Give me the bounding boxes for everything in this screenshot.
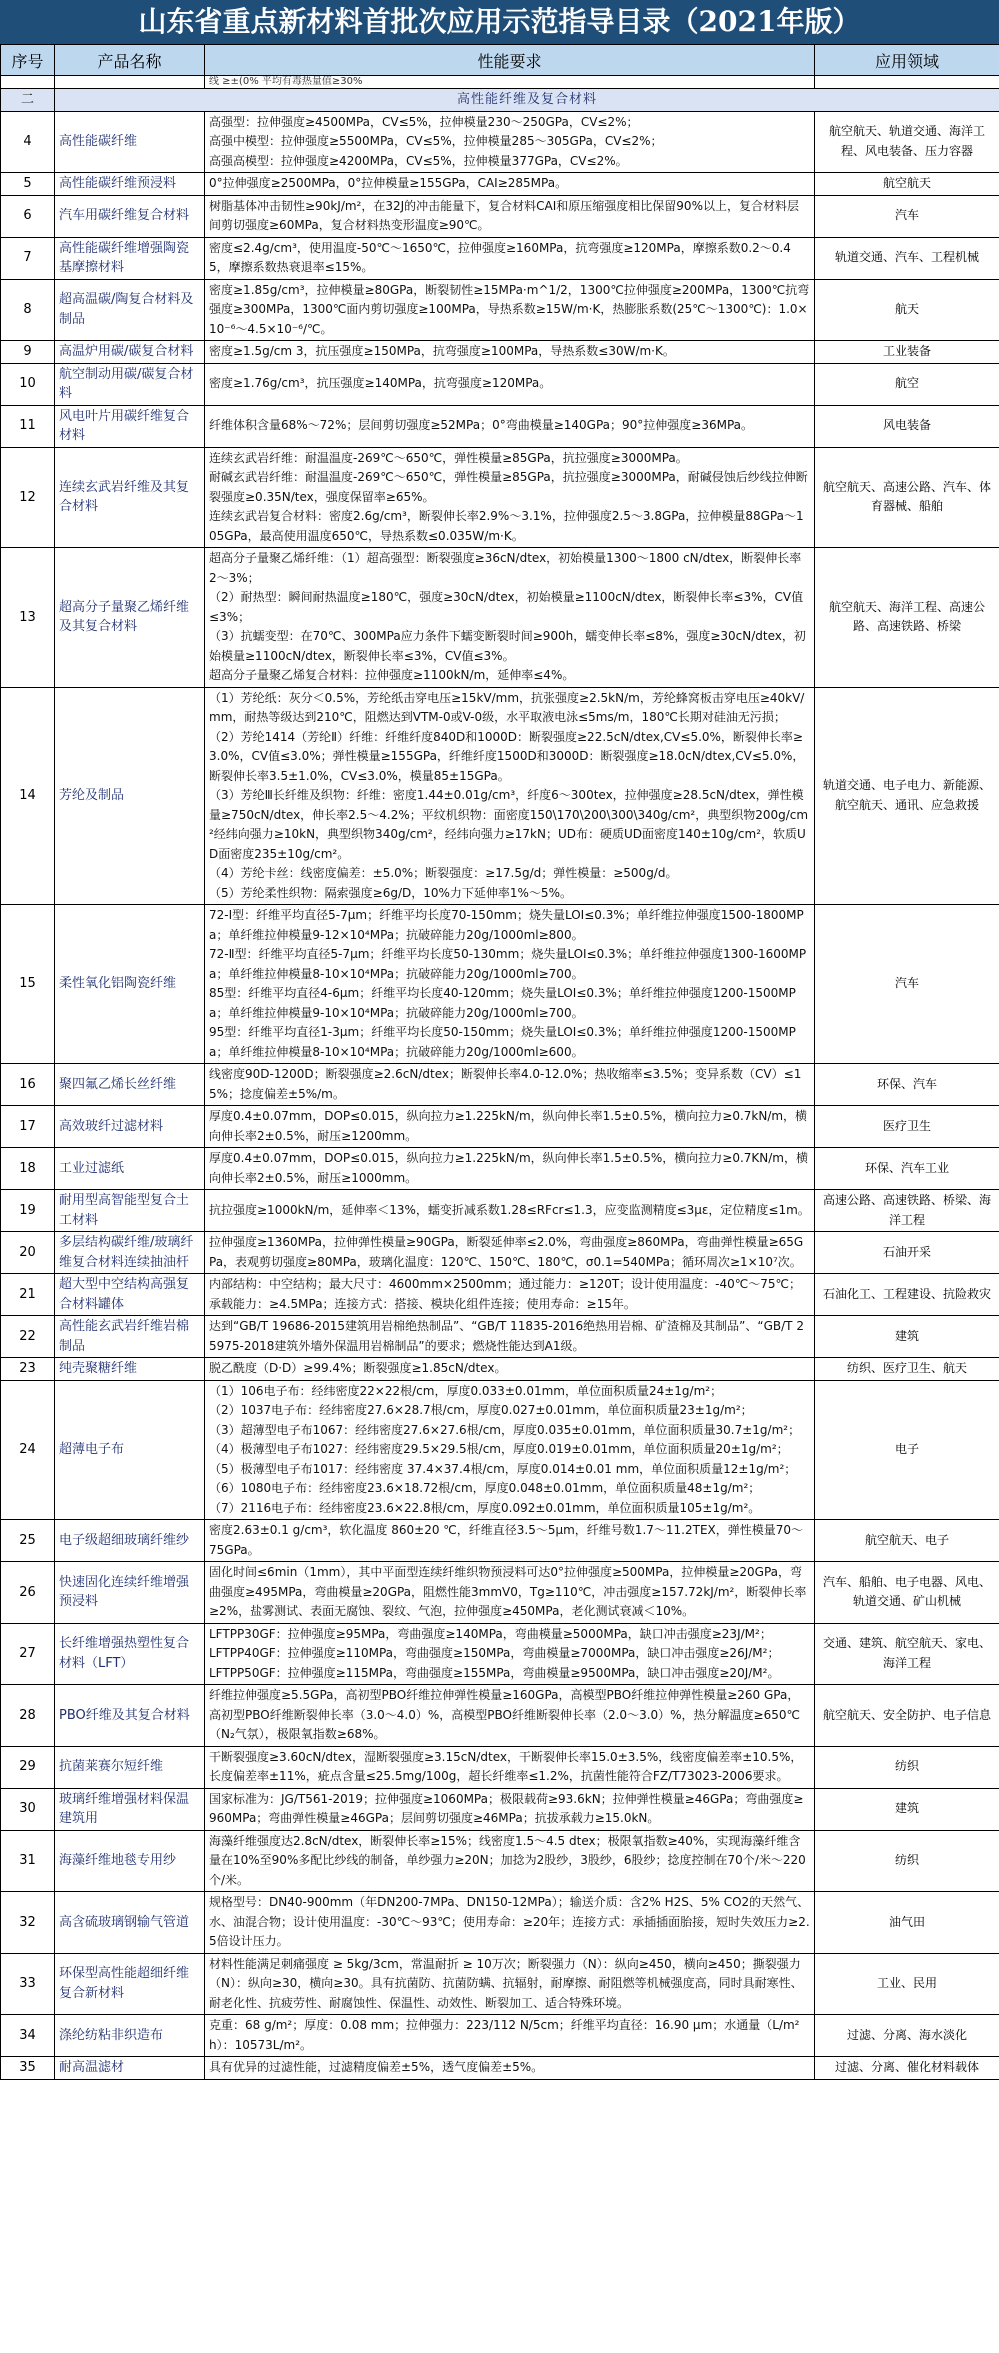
table-row (1, 2057, 999, 2080)
row-number: 24 (1, 1380, 55, 1520)
product-name: 电子级超细玻璃纤维纱 (55, 1520, 205, 1562)
requirement-line: （4）芳纶卡丝：线密度偏差：±5.0%；断裂强度：≥17.5g/d；弹性模量：≥500g/d。 (209, 866, 678, 880)
table-row (1, 1892, 999, 1954)
application-area: 航空航天、海洋工程、高速公路、高速铁路、桥梁 (815, 548, 999, 688)
application-area: 轨道交通、电子电力、新能源、航空航天、通讯、应急救援 (815, 687, 999, 905)
requirement-line: 纤维拉伸强度≥5.5GPa，高初型PBO纤维拉伸弹性模量≥160GPa，高模型PBO纤维拉伸弹性模量≥260 GPa，高初型PBO纤维断裂伸长率（3.0～4.0）%，高模型PBO纤维断裂伸长率（2.0～3.0）%，热分解温度≥650℃（N₂气氛），极限氧指数≥68%。 (209, 1688, 800, 1741)
table-row (1, 905, 999, 1064)
product-name: 玻璃纤维增强材料保温建筑用 (55, 1788, 205, 1830)
product-name: 芳纶及制品 (55, 687, 205, 905)
requirement-line: 固化时间≤6min（1mm），其中平面型连续纤维织物预浸料可达0°拉伸强度≥500MPa，拉伸模量≥20GPa，弯曲强度≥495MPa，弯曲模量≥20GPa，阻燃性能3mmV0，Tg≥110℃，冲击强度≥157.72kJ/m²，断裂伸长率≥2%，盐雾测试、表面无腐蚀、裂纹、气泡，拉伸强度≥450MPa，老化测试衰减＜10%。 (209, 1565, 807, 1618)
row-number: 12 (1, 447, 55, 548)
application-area: 航空 (815, 363, 999, 405)
application-area: 石油化工、工程建设、抗险救灾 (815, 1274, 999, 1316)
performance-requirements (205, 1788, 815, 1830)
table-header-row (1, 45, 999, 76)
table-row (1, 1064, 999, 1106)
requirement-line: （6）1080电子布：经纬密度23.6×18.72根/cm，厚度0.048±0.01mm，单位面积质量48±1g/m²； (209, 1481, 761, 1495)
product-name: 多层结构碳纤维/玻璃纤维复合材料连续抽油杆 (55, 1232, 205, 1274)
header-requirements: 性能要求 (205, 45, 815, 76)
row-number: 27 (1, 1623, 55, 1685)
table-row (1, 363, 999, 405)
requirement-line: 超高分子量聚乙烯纤维：（1）超高强型：断裂强度≥36cN/dtex，初始模量1300～1800 cN/dtex，断裂伸长率 2～3%； (209, 551, 802, 585)
row-number: 33 (1, 1953, 55, 2015)
requirement-line: 海藻纤维强度达2.8cN/dtex，断裂伸长率≥15%；线密度1.5～4.5 dtex；极限氧指数≥40%，实现海藻纤维含量在10%至90%多配比纱线的制备，单纱强力≥20N；加捻为2股纱，3股纱，6股纱；捻度控制在70个/米～220个/米。 (209, 1833, 806, 1887)
requirement-line: LFTPP30GF：拉伸强度≥95MPa，弯曲强度≥140MPa，弯曲模量≥5000MPa，缺口冲击强度≥23J/M²； (209, 1626, 772, 1641)
performance-requirements (205, 1562, 815, 1624)
header-no: 序号 (1, 45, 55, 76)
requirement-line: （2）1037电子布：经纬密度27.6×28.7根/cm，厚度0.027±0.01mm，单位面积质量23±1g/m²； (209, 1403, 753, 1417)
requirement-line: 85型：纤维平均直径4-6μm；纤维平均长度40-120mm；烧失量LOI≤0.3%；单纤维拉伸强度1200-1500MPa；单纤维拉伸模量9-10×10⁴MPa；抗破碎能力20g/1000ml≥700。 (209, 986, 796, 1020)
application-area: 风电装备 (815, 405, 999, 447)
application-area: 航空航天 (815, 173, 999, 196)
requirement-line: 密度≥1.76g/cm³，抗压强度≥140MPa，抗弯强度≥120MPa。 (209, 376, 552, 391)
performance-requirements (205, 1148, 815, 1190)
application-area: 工业、民用 (815, 1953, 999, 2015)
application-area: 汽车 (815, 905, 999, 1064)
row-number: 23 (1, 1358, 55, 1381)
row-number: 18 (1, 1148, 55, 1190)
product-name: 环保型高性能超细纤维复合新材料 (55, 1953, 205, 2015)
application-area: 纺织、医疗卫生、航天 (815, 1358, 999, 1381)
row-number: 16 (1, 1064, 55, 1106)
requirement-line: 规格型号：DN40-900mm（年DN200-7MPa、DN150-12MPa）；输送介质：含2% H2S、5% CO2的天然气、水、油混合物；设计使用温度：-30℃～93℃；使用寿命：≥20年；连接方式：承插插面胎接，短时失效压力≥2.5倍设计压力。 (209, 1895, 810, 1948)
product-name: 海藻纤维地毯专用纱 (55, 1830, 205, 1892)
table-row (1, 447, 999, 548)
requirement-line: 国家标准为：JG/T561-2019；拉伸强度≥1060MPa；极限载荷≥93.6kN；拉伸弹性模量≥46GPa；弯曲强度≥960MPa；弯曲弹性模量≥46GPa；层间剪切强度≥46MPa；抗拔承载力≥15.0kN。 (209, 1791, 804, 1825)
table-row (1, 237, 999, 279)
row-number: 20 (1, 1232, 55, 1274)
requirement-line: 密度≥1.5g/cm 3，抗压强度≥150MPa，抗弯强度≥100MPa，导热系数≤30W/m·K。 (209, 344, 675, 358)
product-name: 抗菌莱赛尔短纤维 (55, 1746, 205, 1788)
performance-requirements (205, 447, 815, 548)
performance-requirements (205, 1892, 815, 1954)
row-number: 21 (1, 1274, 55, 1316)
table-row (1, 1274, 999, 1316)
page-title: 山东省重点新材料首批次应用示范指导目录（2021年版） (0, 0, 999, 44)
product-name: 汽车用碳纤维复合材料 (55, 195, 205, 237)
requirement-line: 高强中模型：拉伸强度≥5500MPa，CV≤5%，拉伸模量285～305GPa，CV≤2%； (209, 134, 663, 148)
application-area: 环保、汽车工业 (815, 1148, 999, 1190)
performance-requirements (205, 548, 815, 688)
performance-requirements (205, 687, 815, 905)
table-row (1, 279, 999, 341)
product-name: 工业过滤纸 (55, 1148, 205, 1190)
requirement-line: 厚度0.4±0.07mm，DOP≤0.015，纵向拉力≥1.225kN/m，纵向伸长率1.5±0.5%，横向拉力≥0.7KN/m，横向伸长率2±0.5%，耐压≥1000mm。 (209, 1151, 808, 1185)
section-row (1, 89, 999, 112)
product-name: 超薄电子布 (55, 1380, 205, 1520)
requirement-line: 高强高模型：拉伸强度≥4200MPa，CV≤5%，拉伸模量377GPa，CV≤2%。 (209, 153, 628, 168)
requirement-line: 密度≤2.4g/cm³，使用温度-50℃～1650℃，拉伸强度≥160MPa，抗弯强度≥120MPa，摩擦系数0.2～0.45，摩擦系数热衰退率≤15%。 (209, 240, 791, 274)
row-number: 5 (1, 173, 55, 196)
product-name: 耐高温滤材 (55, 2057, 205, 2080)
table-row (1, 1190, 999, 1232)
application-area: 过滤、分离、催化材料载体 (815, 2057, 999, 2080)
table-row (1, 173, 999, 196)
performance-requirements (205, 1232, 815, 1274)
performance-requirements (205, 1623, 815, 1685)
product-name: 聚四氟乙烯长丝纤维 (55, 1064, 205, 1106)
requirement-line: （7）2116电子布：经纬密度23.6×22.8根/cm，厚度0.092±0.01mm，单位面积质量105±1g/m²。 (209, 1500, 761, 1515)
table-row (1, 341, 999, 364)
requirement-line: 超高分子量聚乙烯复合材料：拉伸强度≥1100kN/m，延伸率≤4%。 (209, 668, 575, 682)
product-name: 耐用型高智能型复合土工材料 (55, 1190, 205, 1232)
requirement-line: （5）极薄型电子布1017：经纬密度 37.4×37.4根/cm，厚度0.014±0.01 mm，单位面积质量12±1g/m²； (209, 1461, 797, 1476)
table-row (1, 1746, 999, 1788)
requirement-line: 耐碱玄武岩纤维：耐温温度-269℃～650℃，弹性模量≥85GPa，抗拉强度≥3000MPa，耐碱侵蚀后纱线拉伸断裂强度≥0.35N/tex，强度保留率≥65%。 (209, 470, 808, 504)
row-number: 32 (1, 1892, 55, 1954)
performance-requirements (205, 363, 815, 405)
requirement-line: （3）超薄型电子布1067：经纬密度27.6×27.6根/cm，厚度0.035±0.01mm，单位面积质量30.7±1g/m²； (209, 1422, 801, 1437)
performance-requirements (205, 1064, 815, 1106)
performance-requirements (205, 905, 815, 1064)
requirement-line: 具有优异的过滤性能，过滤精度偏差±5%，透气度偏差±5%。 (209, 2060, 544, 2074)
table-row (1, 405, 999, 447)
requirement-line: 密度≥1.85g/cm³，拉伸模量≥80GPa，断裂韧性≥15MPa·m^1/2，1300℃拉伸强度≥200MPa，1300℃抗弯强度≥300MPa，1300℃面内剪切强度≥100MPa，导热系数≥15W/m·K，热膨胀系数(25℃～1300℃)：1.0×10⁻⁶～4.5×10⁻⁶/℃。 (209, 282, 810, 336)
product-name: 高性能碳纤维 (55, 111, 205, 173)
requirement-line: 72-Ⅱ型：纤维平均直径5-7μm；纤维平均长度50-130mm；烧失量LOI≤0.3%；单纤维拉伸强度1300-1600MPa；单纤维拉伸模量8-10×10⁴MPa；抗破碎能力20g/1000ml≥700。 (209, 947, 807, 981)
row-number: 19 (1, 1190, 55, 1232)
product-name: 超高温碳/陶复合材料及制品 (55, 279, 205, 341)
requirement-line: 95型：纤维平均直径1-3μm；纤维平均长度50-150mm；烧失量LOI≤0.3%；单纤维拉伸强度1200-1500MPa；单纤维拉伸模量8-10×10⁴MPa；抗破碎能力20g/1000ml≥600。 (209, 1025, 796, 1059)
product-name: 航空制动用碳/碳复合材料 (55, 363, 205, 405)
requirement-line: 抗拉强度≥1000kN/m，延伸率＜13%，蠕变折减系数1.28≤RFcr≤1.3，应变监测精度≤3με，定位精度≤1m。 (209, 1202, 810, 1217)
application-area: 工业装备 (815, 341, 999, 364)
product-name: 高温炉用碳/碳复合材料 (55, 341, 205, 364)
table-row (1, 1953, 999, 2015)
requirement-line: 连续玄武岩纤维：耐温温度-269℃～650℃，弹性模量≥85GPa，抗拉强度≥3000MPa。 (209, 450, 688, 465)
row-number: 30 (1, 1788, 55, 1830)
product-name: 高效玻纤过滤材料 (55, 1106, 205, 1148)
performance-requirements (205, 237, 815, 279)
product-name: 高性能玄武岩纤维岩棉制品 (55, 1316, 205, 1358)
application-area: 油气田 (815, 1892, 999, 1954)
requirement-line: 72-Ⅰ型：纤维平均直径5-7μm；纤维平均长度70-150mm；烧失量LOI≤0.3%；单纤维拉伸强度1500-1800MPa；单纤维拉伸模量9-12×10⁴MPa；抗破碎能力20g/1000ml≥800。 (209, 908, 804, 942)
application-area: 汽车 (815, 195, 999, 237)
product-name: 高性能碳纤维预浸料 (55, 173, 205, 196)
previous-page-fragment: 线 ≥±(0% 平均有毒热量值≥30% (205, 76, 815, 89)
requirement-line: 干断裂强度≥3.60cN/dtex，湿断裂强度≥3.15cN/dtex，干断裂伸长率15.0±3.5%，线密度偏差率±10.5%，长度偏差率±11%，疵点含量≤25.5mg/100g，超长纤维率≤1.2%，抗菌性能符合FZ/T73023-2006要求。 (209, 1749, 803, 1783)
performance-requirements (205, 2057, 815, 2080)
product-name: 风电叶片用碳纤维复合材料 (55, 405, 205, 447)
section-title: 高性能纤维及复合材料 (55, 89, 999, 112)
table-row (1, 687, 999, 905)
requirement-line: 连续玄武岩复合材料：密度2.6g/cm³，断裂伸长率2.9%～3.1%，拉伸强度2.5～3.8GPa，拉伸模量88GPa～105GPa，最高使用温度650℃，导热系数≤0.035W/m·K。 (209, 509, 804, 543)
row-number: 11 (1, 405, 55, 447)
performance-requirements (205, 279, 815, 341)
performance-requirements (205, 111, 815, 173)
product-name: 快速固化连续纤维增强预浸料 (55, 1562, 205, 1624)
requirement-line: （1）芳纶纸：灰分＜0.5%，芳纶纸击穿电压≥15kV/mm，抗张强度≥2.5kN/m，芳纶蜂窝板击穿电压≥40kV/mm，耐热等级达到210℃，阻燃达到VTM-0或V-0级，水平取液电泳≤5ms/m，180℃长期对硅油无污损； (209, 690, 805, 724)
row-number: 7 (1, 237, 55, 279)
row-number: 29 (1, 1746, 55, 1788)
row-number: 26 (1, 1562, 55, 1624)
product-name: PBO纤维及其复合材料 (55, 1685, 205, 1747)
table-row (1, 1788, 999, 1830)
table-row (1, 1830, 999, 1892)
row-number: 9 (1, 341, 55, 364)
product-name: 长纤维增强热塑性复合材料（LFT） (55, 1623, 205, 1685)
application-area: 航天 (815, 279, 999, 341)
product-name: 高含硫玻璃钢输气管道 (55, 1892, 205, 1954)
application-area: 建筑 (815, 1316, 999, 1358)
application-area: 纺织 (815, 1830, 999, 1892)
performance-requirements (205, 1685, 815, 1747)
performance-requirements (205, 1380, 815, 1520)
application-area: 建筑 (815, 1788, 999, 1830)
row-number: 31 (1, 1830, 55, 1892)
header-name: 产品名称 (55, 45, 205, 76)
requirement-line: （2）耐热型：瞬间耐热温度≥180℃，强度≥30cN/dtex，初始模量≥1100cN/dtex，断裂伸长率≤3%，CV值≤3%； (209, 590, 804, 624)
table-row (1, 1520, 999, 1562)
table-row (1, 2015, 999, 2057)
table-row (1, 1106, 999, 1148)
application-area: 汽车、船舶、电子电器、风电、轨道交通、矿山机械 (815, 1562, 999, 1624)
row-number: 8 (1, 279, 55, 341)
product-name: 连续玄武岩纤维及其复合材料 (55, 447, 205, 548)
requirement-line: 拉伸强度≥1360MPa，拉伸弹性模量≥90GPa，断裂延伸率≤2.0%，弯曲强度≥860MPa，弯曲弹性模量≥65GPa，表观剪切强度≥80MPa，玻璃化温度：120℃、150℃、180℃，σ0.1=540MPa；循环周次≥1×10⁷次。 (209, 1235, 804, 1269)
application-area: 高速公路、高速铁路、桥梁、海洋工程 (815, 1190, 999, 1232)
performance-requirements (205, 195, 815, 237)
row-number: 6 (1, 195, 55, 237)
application-area: 医疗卫生 (815, 1106, 999, 1148)
row-number: 35 (1, 2057, 55, 2080)
row-number: 25 (1, 1520, 55, 1562)
table-row (1, 1316, 999, 1358)
requirement-line: 树脂基体冲击韧性≥90kJ/m²，在32J的冲击能量下，复合材料CAI和原压缩强度相比保留90%以上，复合材料层间剪切强度≥60MPa，复合材料热变形温度≥90℃。 (209, 198, 799, 232)
performance-requirements (205, 1520, 815, 1562)
performance-requirements (205, 1190, 815, 1232)
table-body (1, 76, 999, 2080)
requirement-line: 克重：68 g/m²；厚度：0.08 mm；拉伸强力：223/112 N/5cm；纤维平均直径：16.90 μm；水通量（L/m²h）：10573L/m²。 (209, 2018, 800, 2052)
performance-requirements (205, 405, 815, 447)
product-name: 超大型中空结构高强复合材料罐体 (55, 1274, 205, 1316)
table-row (1, 1380, 999, 1520)
requirement-line: LFTPP40GF：拉伸强度≥110MPa，弯曲强度≥150MPa，弯曲模量≥7000MPa，缺口冲击强度≥26J/M²； (209, 1646, 780, 1660)
row-number: 13 (1, 548, 55, 688)
requirement-line: 0°拉伸强度≥2500MPa，0°拉伸模量≥155GPa，CAI≥285MPa。 (209, 176, 568, 190)
row-number: 10 (1, 363, 55, 405)
performance-requirements (205, 173, 815, 196)
table-row (1, 111, 999, 173)
section-number: 二 (1, 89, 55, 112)
requirement-line: （5）芳纶柔性织物：隔索强度≥6g/D，10%力下延伸率1%～5%。 (209, 885, 572, 900)
application-area: 过滤、分离、海水淡化 (815, 2015, 999, 2057)
header-application: 应用领域 (815, 45, 999, 76)
application-area: 航空航天、轨道交通、海洋工程、风电装备、压力容器 (815, 111, 999, 173)
application-area: 航空航天、安全防护、电子信息 (815, 1685, 999, 1747)
row-number: 22 (1, 1316, 55, 1358)
table-row (1, 195, 999, 237)
requirement-line: 脱乙酰度（D·D）≥99.4%；断裂强度≥1.85cN/dtex。 (209, 1361, 507, 1375)
product-name: 高性能碳纤维增强陶瓷基摩擦材料 (55, 237, 205, 279)
requirement-line: （3）抗蠕变型：在70℃、300MPa应力条件下蠕变断裂时间≥900h，蠕变伸长率≤8%，强度≥30cN/dtex，初始模量≥1100cN/dtex，断裂伸长率≤3%，CV值≤3%。 (209, 629, 806, 663)
table-row (1, 1232, 999, 1274)
table-row (1, 1148, 999, 1190)
application-area: 航空航天、高速公路、汽车、体育器械、船舶 (815, 447, 999, 548)
performance-requirements (205, 341, 815, 364)
application-area: 石油开采 (815, 1232, 999, 1274)
requirement-line: （4）极薄型电子布1027：经纬密度29.5×29.5根/cm，厚度0.019±0.01mm，单位面积质量20±1g/m²； (209, 1442, 789, 1456)
product-name: 纯壳聚糖纤维 (55, 1358, 205, 1381)
requirement-line: （1）106电子布：经纬密度22×22根/cm，厚度0.033±0.01mm，单位面积质量24±1g/m²； (209, 1383, 723, 1398)
requirement-line: （3）芳纶Ⅲ长纤维及织物：纤维：密度1.44±0.01g/cm³，纤度6～300tex，拉伸强度≥28.5cN/dtex，弹性模量≥750cN/dtex，伸长率2.5～4.2%；平纹机织物：面密度150\170\200\300\340g/cm²，典型织物200g/cm²经纬向强力≥10kN，典型织物340g/cm²，经纬向强力≥17kN；UD布：硬质UD面密度140±10g/cm²，软质UD面密度235±10g/cm²。 (209, 788, 809, 861)
row-number: 28 (1, 1685, 55, 1747)
row-number: 4 (1, 111, 55, 173)
product-name: 涤纶纺粘非织造布 (55, 2015, 205, 2057)
table-row (1, 1623, 999, 1685)
table-row (1, 1358, 999, 1381)
row-number: 34 (1, 2015, 55, 2057)
table-row (1, 1562, 999, 1624)
performance-requirements (205, 1953, 815, 2015)
application-area: 环保、汽车 (815, 1064, 999, 1106)
requirement-line: LFTPP50GF：拉伸强度≥115MPa，弯曲强度≥155MPa，弯曲模量≥9500MPa，缺口冲击强度≥20J/M²。 (209, 1665, 780, 1680)
performance-requirements (205, 2015, 815, 2057)
performance-requirements (205, 1106, 815, 1148)
requirement-line: 密度2.63±0.1 g/cm³，软化温度 860±20 ℃，纤维直径3.5～5μm，纤维号数1.7～11.2TEX，弹性模量70～75GPa。 (209, 1523, 804, 1557)
row-number: 14 (1, 687, 55, 905)
performance-requirements (205, 1316, 815, 1358)
application-area: 电子 (815, 1380, 999, 1520)
requirement-line: （2）芳纶1414（芳纶Ⅱ）纤维：纤维纤度840D和1000D：断裂强度≥22.5cN/dtex,CV≤5.0%，断裂伸长率≥3.0%，CV值≤3.0%；弹性模量≥155GPa，纤维纤度1500D和3000D：断裂强度≥18.0cN/dtex,CV≤5.0%，断裂伸长率3.5±1.0%，CV≤3.0%，模量85±15GPa。 (209, 729, 805, 783)
requirement-line: 材料性能满足刺痛强度 ≥ 5kg/3cm，常温耐折 ≥ 10万次；断裂强力（N）：纵向≥450，横向≥450；撕裂强力（N）：纵向≥30，横向≥30。具有抗菌防、抗菌防螨、抗辐射，耐摩擦、耐阻燃等机械强度高，同时具耐寒性、耐老化性、抗疲劳性、耐腐蚀性、保温性、动效性、断裂加工、适合特殊环境。 (209, 1956, 803, 2010)
product-name: 超高分子量聚乙烯纤维及其复合材料 (55, 548, 205, 688)
row-number: 17 (1, 1106, 55, 1148)
requirement-line: 内部结构：中空结构；最大尺寸：4600mm×2500mm；通过能力：≥120T；设计使用温度：-40℃～75℃；承载能力：≥4.5MPa；连接方式：搭接、模块化组件连接；使用寿命：≥15年。 (209, 1277, 802, 1311)
table-row (1, 548, 999, 688)
performance-requirements (205, 1746, 815, 1788)
catalog-table (0, 44, 999, 2080)
performance-requirements (205, 1358, 815, 1381)
requirement-line: 达到“GB/T 19686-2015建筑用岩棉绝热制品”、“GB/T 11835-2016绝热用岩棉、矿渣棉及其制品”、“GB/T 25975-2018建筑外墙外保温用岩棉制品”的要求；燃烧性能达到A1级。 (209, 1319, 804, 1353)
requirement-line: 纤维体积含量68%～72%；层间剪切强度≥52MPa；0°弯曲模量≥140GPa；90°拉伸强度≥36MPa。 (209, 418, 754, 433)
table-row (1, 1685, 999, 1747)
application-area: 交通、建筑、航空航天、家电、海洋工程 (815, 1623, 999, 1685)
previous-page-fragment-row (1, 76, 999, 89)
requirement-line: 厚度0.4±0.07mm，DOP≤0.015，纵向拉力≥1.225kN/m，纵向伸长率1.5±0.5%，横向拉力≥0.7kN/m，横向伸长率2±0.5%，耐压≥1200mm。 (209, 1109, 808, 1143)
application-area: 轨道交通、汽车、工程机械 (815, 237, 999, 279)
application-area: 航空航天、电子 (815, 1520, 999, 1562)
requirement-line: 线密度90D-1200D；断裂强度≥2.6cN/dtex；断裂伸长率4.0-12.0%；热收缩率≤3.5%；变异系数（CV）≤15%；捻度偏差±5%/m。 (209, 1067, 802, 1101)
row-number: 15 (1, 905, 55, 1064)
performance-requirements (205, 1274, 815, 1316)
application-area: 纺织 (815, 1746, 999, 1788)
performance-requirements (205, 1830, 815, 1892)
product-name: 柔性氧化铝陶瓷纤维 (55, 905, 205, 1064)
requirement-line: 高强型：拉伸强度≥4500MPa，CV≤5%，拉伸模量230～250GPa，CV≤2%； (209, 114, 639, 129)
